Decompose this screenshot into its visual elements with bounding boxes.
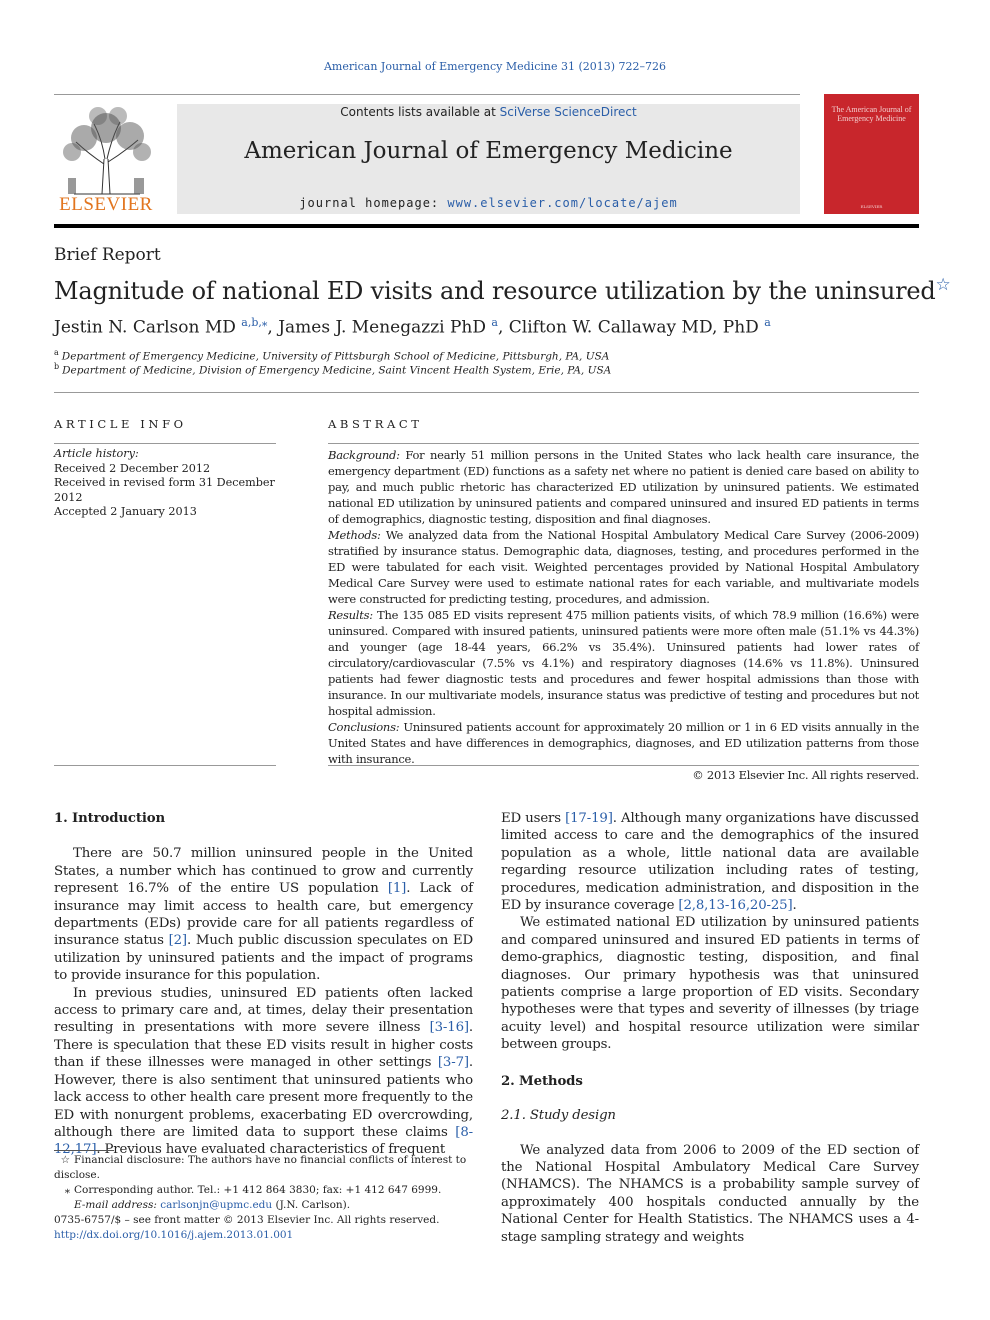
intro-paragraph-1 — [54, 845, 473, 984]
footnote-text: Financial disclosure: The authors have no financial conflicts of interest to disclose. — [54, 1154, 467, 1181]
issn-line: 0735-6757/$ – see front matter © 2013 Elsevier Inc. All rights reserved. — [54, 1214, 440, 1226]
text-run: . Much public discussion speculates on ED utilization by uninsured patients and the impact of programs to provide insurance for this population. — [54, 933, 473, 984]
abstract-bottom-rule — [328, 765, 919, 766]
contents-prefix: Contents lists available at — [340, 105, 500, 119]
author-separator: , — [497, 317, 509, 338]
email-suffix: (J.N. Carlson). — [272, 1199, 351, 1211]
reference-link[interactable]: [3-7] — [437, 1055, 469, 1071]
text-run: . There is speculation that these ED visits result in higher costs than if these illnesses were managed in other settings — [54, 1020, 473, 1071]
elsevier-wordmark: ELSEVIER — [59, 194, 153, 215]
email-label: E-mail address: — [74, 1199, 157, 1211]
reference-link[interactable]: [17-19] — [565, 811, 613, 826]
abstract-copyright: © 2013 Elsevier Inc. All rights reserved. — [692, 768, 919, 782]
abstract-conclusions — [328, 719, 919, 767]
contents-line — [177, 105, 800, 119]
affiliation-a — [54, 348, 609, 363]
methods-text: We analyzed data from the National Hospital Ambulatory Medical Care Survey (2006-2009) stratified by insurance status. Demographic data, diagnoses, testing, and procedures performed in the ED were tabulated for each visit. Weighted percentages provided by National Hospital Ambulatory Medical Care Survey were used to estimate national rates for each variable, and multivariate models were constructed for predicting testing, procedures, and admission. — [328, 528, 919, 606]
reference-link[interactable]: [3-16] — [429, 1020, 469, 1036]
text-run: There are 50.7 million uninsured people in the United States, a number which has continued to grow and currently represent 16.7% of the entire US population — [54, 846, 473, 897]
section-rule — [54, 392, 919, 393]
footnote-disclosure — [54, 1153, 474, 1183]
tree-icon — [54, 104, 158, 196]
header-rule — [54, 94, 800, 95]
revised-date: Received in revised form 31 December 2012 — [54, 476, 275, 504]
intro-paragraph-3 — [501, 810, 919, 914]
text-run: . Lack of insurance may limit access to health care, but emergency departments (EDs) provide care for all patients regardless of insurance status — [54, 881, 473, 949]
elsevier-logo — [54, 104, 158, 216]
abstract-background — [328, 447, 919, 527]
introduction-heading: 1. Introduction — [54, 811, 165, 826]
email-link[interactable]: carlsonjn@upmc.edu — [160, 1199, 273, 1211]
homepage-prefix: journal homepage: — [299, 196, 448, 210]
intro-paragraph-4: We estimated national ED utilization by uninsured patients and compared uninsured and insured ED patients in terms of demo-graphics, diagnostic testing, disposition, and final diagnoses. Our primary hypothesis was that uninsured patients comprise a large proportion of ED visits. Secondary hypotheses were that types and severity of illnesses (by triage acuity level) and hospital resource utilization were similar between groups. — [501, 915, 919, 1053]
history-label: Article history: — [54, 447, 139, 460]
affiliation-letter: a — [54, 348, 59, 357]
footnote-rule — [54, 1150, 114, 1151]
text-run: In previous studies, uninsured ED patients often lacked access to primary care and, at times, delay their presentation resulting in presentations with more severe illness — [54, 985, 473, 1036]
homepage-line — [177, 196, 800, 210]
affiliation-b — [54, 362, 611, 377]
author-name[interactable]: Clifton W. Callaway MD, PhD — [508, 317, 759, 338]
accepted-date: Accepted 2 January 2013 — [54, 505, 197, 518]
author-affiliation-mark[interactable]: a — [764, 316, 771, 329]
article-info-rule — [54, 443, 276, 444]
article-type: Brief Report — [54, 245, 161, 265]
cover-title: The American Journal of Emergency Medicine — [831, 105, 912, 123]
article-title — [54, 275, 951, 305]
article-info-bottom-rule — [54, 765, 276, 766]
conclusions-label: Conclusions: — [328, 720, 400, 734]
journal-masthead — [177, 104, 800, 214]
intro-paragraph-2 — [54, 985, 473, 1159]
body-left-column — [54, 810, 473, 1159]
abstract-results — [328, 607, 919, 719]
body-right-column — [501, 810, 919, 1246]
homepage-link[interactable]: www.elsevier.com/locate/ajem — [447, 196, 678, 210]
text-run: . — [792, 898, 797, 914]
study-design-heading: 2.1. Study design — [501, 1108, 616, 1124]
author-list — [54, 316, 771, 338]
conclusions-text: Uninsured patients account for approximately 20 million or 1 in 6 ED visits annually in the United States and have differences in demographics, diagnoses, and ED utilization patterns from those with insurance. — [328, 720, 919, 766]
text-run: . Although many organizations have discussed limited access to care and the demographics of the insured population as a whole, little national data are available regarding resource utilization including rates of testing, procedures, medication administration, and disposition in the ED by insurance coverage — [501, 811, 919, 914]
cover-footer: ELSEVIER — [860, 204, 883, 209]
abstract-rule — [328, 443, 919, 444]
doi-link[interactable]: http://dx.doi.org/10.1016/j.ajem.2013.01.001 — [54, 1229, 294, 1241]
results-label: Results: — [328, 608, 373, 622]
abstract-methods — [328, 527, 919, 607]
background-label: Background: — [328, 448, 400, 462]
footnote-text: Corresponding author. Tel.: +1 412 864 3830; fax: +1 412 647 6999. — [74, 1184, 442, 1196]
footnotes — [54, 1153, 474, 1213]
background-text: For nearly 51 million persons in the United States who lack health care insurance, the emergency department (ED) functions as a safety net where no patient is denied care based on ability to pay, and much public rhetoric has characterized ED utilization by uninsured patients. We estimated national ED utilization by uninsured patients and compared uninsured and insured ED patients in terms of demographics, diagnostic testing, disposition and final diagnoses. — [328, 448, 919, 526]
methods-label: Methods: — [328, 528, 381, 542]
article-history — [54, 447, 276, 520]
footnote-corresponding — [54, 1183, 474, 1198]
sciencedirect-link[interactable]: SciVerse ScienceDirect — [499, 105, 637, 119]
methods-heading: 2. Methods — [501, 1073, 583, 1089]
reference-link[interactable]: [2,8,13-16,20-25] — [678, 898, 793, 914]
reference-link[interactable]: [8-12,17] — [54, 1124, 473, 1158]
article-info-heading: ARTICLE INFO — [54, 417, 187, 431]
abstract-heading: ABSTRACT — [328, 417, 423, 431]
author-separator: , — [267, 317, 279, 338]
author-name[interactable]: Jestin N. Carlson MD — [54, 317, 236, 338]
footnote-email — [54, 1198, 474, 1213]
article-title-text: Magnitude of national ED visits and resource utilization by the uninsured — [54, 277, 936, 305]
text-run: . Previous have evaluated characteristics of frequent — [96, 1142, 446, 1158]
methods-paragraph-1: We analyzed data from 2006 to 2009 of the ED section of the National Hospital Ambulatory Medical Care Survey (NHAMCS). The NHAMCS is a probability sample survey of approximately 400 hospitals conducted annually by the National Center for Health Statistics. The NHAMCS uses a 4-stage sampling strategy and weights — [501, 1142, 919, 1245]
abstract-body — [328, 447, 919, 783]
journal-citation[interactable]: American Journal of Emergency Medicine 31 (2013) 722–726 — [323, 60, 667, 73]
results-text: The 135 085 ED visits represent 475 million patients visits, of which 78.9 million (16.6%) were uninsured. Compared with insured patients, uninsured patients were more often male (51.1% vs 44.3%) and younger (age 18-44 years, 66.2% vs 35.4%). Uninsured patients had lower rates of circulatory/cardiovascular (7.5% vs 4.1%) and respiratory diagnoses (14.6% vs 11.8%). Uninsured patients had fewer diagnostic tests and procedures and fewer hospital admissions than those with insurance. In our multivariate models, insurance status was predictive of testing and procedures but not hospital admission. — [328, 608, 919, 718]
front-matter — [54, 1213, 439, 1243]
author-affiliation-mark[interactable]: a,b,⁎ — [241, 316, 268, 329]
author-affiliation-mark[interactable]: a — [491, 316, 498, 329]
title-footnote-star-icon[interactable]: ☆ — [935, 275, 951, 295]
text-run: ED users — [501, 811, 566, 826]
affiliation-text: Department of Emergency Medicine, University of Pittsburgh School of Medicine, Pittsburgh, PA, USA — [61, 350, 610, 363]
journal-cover-thumbnail[interactable] — [824, 94, 919, 214]
reference-link[interactable]: [2] — [168, 933, 187, 949]
masthead-thick-rule — [54, 224, 919, 228]
reference-link[interactable]: [1] — [387, 881, 407, 897]
footnote-star-icon: ☆ — [60, 1154, 70, 1166]
affiliation-letter: b — [54, 362, 60, 371]
affiliation-text: Department of Medicine, Division of Emergency Medicine, Saint Vincent Health System, Erie, PA, USA — [62, 364, 612, 377]
author-name[interactable]: James J. Menegazzi PhD — [278, 317, 487, 338]
text-run: . However, there is also sentiment that uninsured patients who lack access to other health care present more frequently to the ED with nonurgent problems, exacerbating ED overcrowding, although there are limited data to support these claims — [54, 1055, 473, 1140]
received-date: Received 2 December 2012 — [54, 461, 211, 475]
asterisk-icon: ⁎ — [64, 1184, 70, 1196]
journal-title: American Journal of Emergency Medicine — [244, 138, 733, 164]
